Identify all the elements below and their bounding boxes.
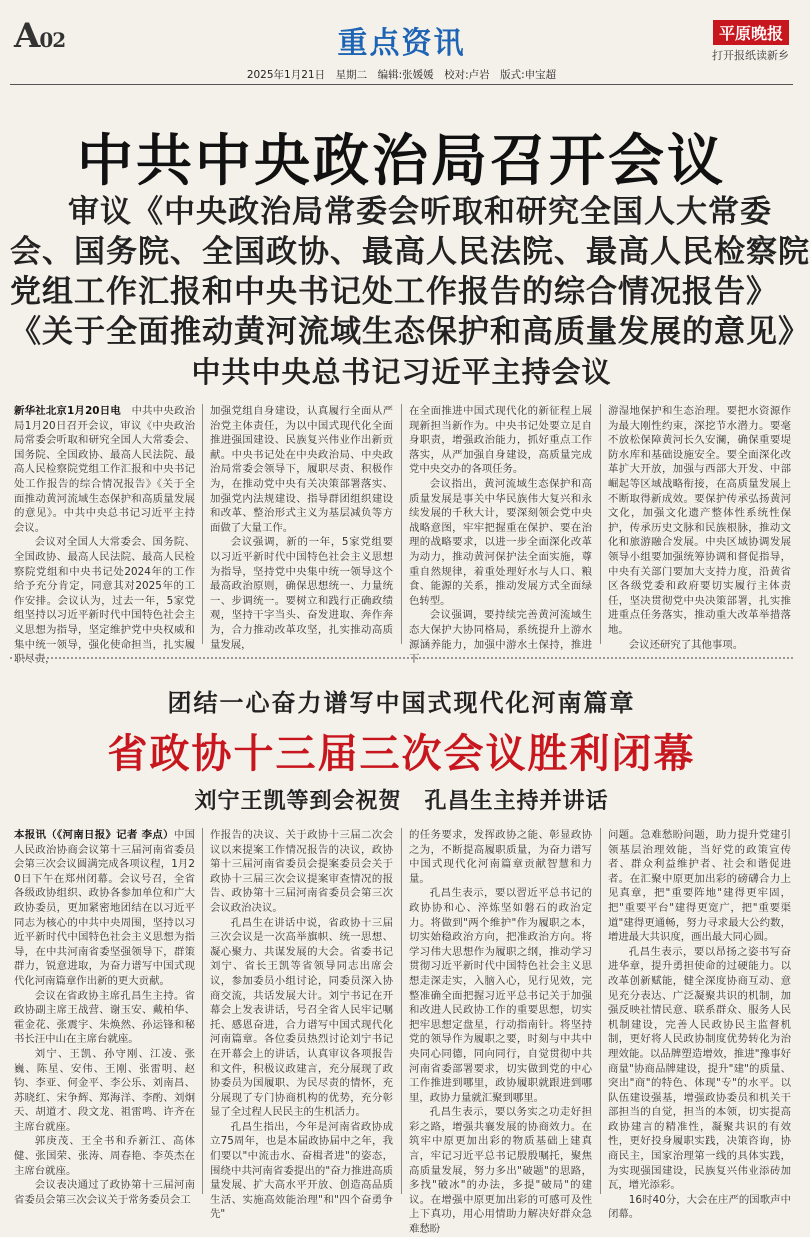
story1-col3-para2: 会议指出，黄河流域生态保护和高质量发展是事关中华民族伟大复兴和永续发展的千秋大计，要深刻领会党中央战略意图，牢牢把握重在保护、要在治理的战略要求，以进一步全面深化改革为动力，推动黄河保护法全面实施，尊重自然规律，着重处理好水与人口、粮食、能源的关系，推动发展方式全面绿色转型。 (409, 477, 592, 607)
story2-col3-para3: 孔昌生表示，要以务实之功走好担彩之路，增强共襄发展的协商效力。在筑牢中原更加出彩的物质基础上建真言，牢记习近平总书记殷殷嘱托，聚焦高质量发展，努力多出"破题"的思路，多找"破冰"的办法，多提"破局"的建议。在增强中原更加出彩的可感可及性上下真功，用心用情助力解决好群众急难愁盼 (409, 1106, 592, 1236)
page-number-digits: 02 (39, 28, 66, 52)
story1-col2-para2: 会议强调，新的一年，5家党组要以习近平新时代中国特色社会主义思想为指导，坚持党中央集中统一领导这个最高政治原则，确保思想统一、力量统一、步调统一。要树立和践行正确政绩观，坚持干字当头、奋发进取、奔作奔为，合力推动改革攻坚，扎实推动高质量发展， (210, 536, 393, 651)
story1-col1-para2: 会议对全国人大常委会、国务院、全国政协、最高人民法院、最高人民检察院党组和中央书记处2024年的工作给予充分肯定，同意其对2025年的工作安排。会议认为，过去一年，5家党组坚持以习近平新时代中国特色社会主义思想为指导，坚定维护党中央权威和集中统一领导，强化使命担当，扎实履职尽责， (14, 536, 195, 666)
story2-deck: 刘宁王凯等到会祝贺 孔昌生主持并讲话 (194, 788, 609, 814)
column-divider (401, 404, 402, 644)
story1-subhead-3: 党组工作汇报和中央书记处工作报告的综合情况报告》 (10, 274, 778, 310)
page-letter: A (14, 16, 40, 56)
story1-col3-para3: 会议强调，要持续完善黄河流域生态大保护大协同格局，系统提升上游水源涵养能力，加强中游水土保持，推进下 (409, 609, 592, 666)
story2-col1-para5: 会议表决通过了政协第十三届河南省委员会第三次会议关于常务委员会工 (14, 1179, 195, 1206)
story2-col3-para2: 孔昌生表示，要以習近平总书记的政协协和心、淬炼坚如磐石的政治定力。将做到"两个维护"作为履职之本，切实始稳政治方向，把准政治方向。将学习伟大思想作为履职之纲，推动学习贯彻习近平新时代中国特色社会主义思想走深走实，入脑入心，见行见效，完整准确全面把握习近平总书记关于加强和改进人民政协工作的重要思想，切实把牢思想定盘星，行动指南针。将坚持党的领导作为履职之要，时刻与中共中央同心同德，同向同行，自觉贯彻中共河南省委部署要求，切实做到党的中心工作推进到哪里，政协履职就跟进到哪里，政协力量就汇聚到哪里。 (409, 887, 592, 1104)
story1-subhead-4: 《关于全面推动黄河流域生态保护和高质量发展的意见》 (10, 314, 810, 350)
story1-subhead-5: 中共中央总书记习近平主持会议 (191, 355, 612, 389)
story2-column-4 (608, 828, 791, 1221)
dateline: 2025年1月21日 星期二 编辑:张媛媛 校对:卢岩 版式:申宝超 (246, 69, 557, 81)
story1-col2-para1: 加强党组自身建设，认真履行全面从严治党主体责任，为以中国式现代化全面推进强国建设、民族复兴伟业作出新贡献。中央书记处在中央政治局、中央政治局常委会领导下，履职尽责、积极作为，在推动党中央有关决策部署落实、加强党内法规建设、指导群团组织建设和改革、整治形式主义为基层减负等方面做了大量工作。 (210, 405, 393, 534)
paper-name: 平原晚报 (713, 20, 789, 45)
story1-column-4 (608, 404, 791, 651)
story1-col4-para1: 游湿地保护和生态治理。要把水资源作为最大刚性约束，深挖节水潜力。要毫不放松保障黄河长久安澜，确保重要堤防水库和基础设施安全。要全面深化改革扩大开放，加强与西部大开发、中部崛起等区域战略衔接，在高质量发展上不断取得新成效。要保护传承弘扬黄河文化，加强文化遗产整体性系统性保护，传承历史文脉和民族根脉，推动文化和旅游融合发展。中央区域协调发展领导小组要加强统筹协调和督促指导，中央有关部门要加大支持力度，沿黄省区各级党委和政府要切实履行主体责任，坚决贯彻党中央决策部署，扎实推进重点任务落实，推动重大改革举措落地。 (608, 405, 791, 636)
story1-column-2 (210, 404, 393, 651)
story1-column-1 (14, 404, 195, 666)
story2-column-3 (409, 828, 592, 1236)
story2-byline: 本报讯（《河南日报》记者 李点） (14, 829, 174, 841)
story2-col1-para4: 郭庚茂、王全书和乔新江、高体健、张国荣、张涛、周春艳、李英杰在主席台就座。 (14, 1135, 195, 1177)
story1-byline: 新华社北京1月20日电 (14, 405, 121, 417)
column-divider (600, 404, 601, 644)
story1-subhead-1: 审议《中央政治局常委会听取和研究全国人大常委 (68, 194, 772, 230)
column-divider (202, 404, 203, 644)
paper-slogan: 打开报纸读新乡 (712, 49, 789, 62)
story2-col4-para2: 孔昌生表示，要以昂扬之姿书写奋进华章，提升勇担使命的过硬能力。以改革创新赋能，健全深度协商互动、意见充分表达、广泛凝聚共识的机制，加强反映社情民意、联系群众、服务人民机制建设，完善人民政协民主监督机制，更好将人民政协制度优势转化为治理效能。以品牌塑造增效，推进"豫事好商量"协商品牌建设，提升"建"的质量、突出"商"的特色、体现"专"的水平。以队伍建设强基，增强政协委员和机关干部担当的自觉，担当的本领，切实提高政协建言的精准性，凝聚共识的有效性，更好投身履职实践，决策咨询，协商民主，国家治理第一线的具体实践，为实现强国建设，民族复兴伟业添砖加瓦，增光添彩。 (608, 945, 791, 1192)
story2-col1-para3: 刘宁、王凯、孙守刚、江凌、张巍、陈星、安伟、王刚、张雷明、赵钧、李亚、何金平、李公乐、刘南昌、苏晓红、宋争辉、郑海洋、李酌、刘炯天、胡道才、段文龙、祖雷鸣、许齐在主席台就座。 (14, 1047, 195, 1133)
story2-col2-para3: 孔昌生指出，今年是河南省政协成立75周年，也是本届政协届中之年，我们要以"中流击水、奋楫者进"的姿态，围绕中共河南省委提出的"奋力推进高质量发展、扩大高水平开放、创造高品质生活、实施高效能治理"和"四个奋勇争先" (210, 1120, 393, 1221)
story-separator (10, 657, 793, 659)
story1-subhead-2: 会、国务院、全国政协、最高人民法院、最高人民检察院 (10, 234, 810, 270)
section-title: 重点资讯 (337, 26, 466, 61)
story2-col4-para3: 16时40分，大会在庄严的国歌声中闭幕。 (608, 1193, 791, 1221)
story2-col3-para1: 的任务要求，发挥政协之能、彰显政协之为，不断提高履职质量，为奋力谱写中国式现代化河南篇章贡献智慧和力量。 (409, 829, 592, 885)
story1-col3-para1: 在全面推进中国式现代化的新征程上展现新担当新作为。中央书记处要立足自身职责，增强政治能力，抓好重点工作落实，从严加强自身建设，高质量完成党中央交办的各项任务。 (409, 405, 592, 476)
column-divider (202, 828, 203, 1194)
paper-logo (712, 20, 789, 63)
column-divider (401, 828, 402, 1194)
story2-column-1 (14, 828, 196, 1206)
story2-col2-para1: 作报告的决议、关于政协十三届二次会议以来提案工作情况报告的决议，政协第十三届河南省委员会提案委员会关于政协十三届三次会议提案审查情况的报告、政协第十三届河南省委员会第三次会议政治决议。 (210, 829, 393, 914)
story2-headline: 省政协十三届三次会议胜利闭幕 (107, 731, 696, 777)
story1-col1-para1: 中共中央政治局1月20日召开会议，审议《中央政治局常委会听取和研究全国人大常委会、国务院、全国政协、最高人民法院、最高人民检察院党组工作汇报和中央书记处工作报告的综合情况报告》《关于全面推动黄河流域生态保护和高质量发展的意见》。中共中央总书记习近平主持会议。 (14, 405, 195, 534)
story1-col4-para2: 会议还研究了其他事项。 (628, 638, 744, 651)
column-divider (600, 828, 601, 1194)
story2-col1-para2: 会议在省政协主席孔昌生主持。省政协副主席王战营、谢玉安、戴柏华、霍金花、张震宇、朱焕然、孙运锋和秘书长汪中山在主席台就座。 (14, 989, 195, 1046)
story1-headline: 中共中央政治局召开会议 (77, 129, 726, 194)
story2-col4-para1: 问题。急难愁盼问题，助力提升党建引领基层治理效能，当好党的政策宣传者、群众利益维护者、社会和谐促进者。在汇聚中原更加出彩的磅礴合力上见真章，把"重要阵地"建得更牢固，把"重要平台"建得更宽广，把"重要渠道"建得更通畅，努力寻求最大公约数，增进最大共识度，画出最大同心圆。 (608, 829, 791, 944)
story1-column-3 (409, 404, 592, 666)
masthead-rule (10, 84, 793, 85)
story2-col2-para2: 孔昌生在讲话中说，省政协十三届三次会议是一次高举旗帜、统一思想、凝心聚力、共谋发展的大会。省委书记刘宁、省长王凯等省领导同志出席会议，参加委员小组讨论，同委员深入协商交流，共话发展大计。刘宁书记在开幕会上发表讲话，号召全省人民牢记嘱托、感恩奋进，合力谱写中国式现代化河南篇章。各位委员热烈讨论刘宁书记在开幕会上的讲话，认真审议各项报告和文件，积极议政建言，充分展现了政协委员为国履职、为民尽责的情怀，充分展现了专门协商机构的优势，充分彰显了全过程人民民主的生机活力。 (210, 916, 393, 1119)
story2-column-2 (210, 828, 393, 1221)
story2-col1-para1: 中国人民政治协商会议第十三届河南省委员会第三次会议圆满完成各项议程，1月20日下午在郑州闭幕。会议号召，全省各级政协组织、政协各参加单位和广大政协委员，更加紧密地团结在以习近平同志为核心的中共中央周围，坚持以习近平新时代中国特色社会主义思想为指导，在中共河南省委坚强领导下，群策群力，锐意进取，为奋力谱写中国式现代化河南篇章作出新的更大贡献。 (14, 829, 196, 987)
story2-kicker: 团结一心奋力谱写中国式现代化河南篇章 (167, 688, 636, 717)
